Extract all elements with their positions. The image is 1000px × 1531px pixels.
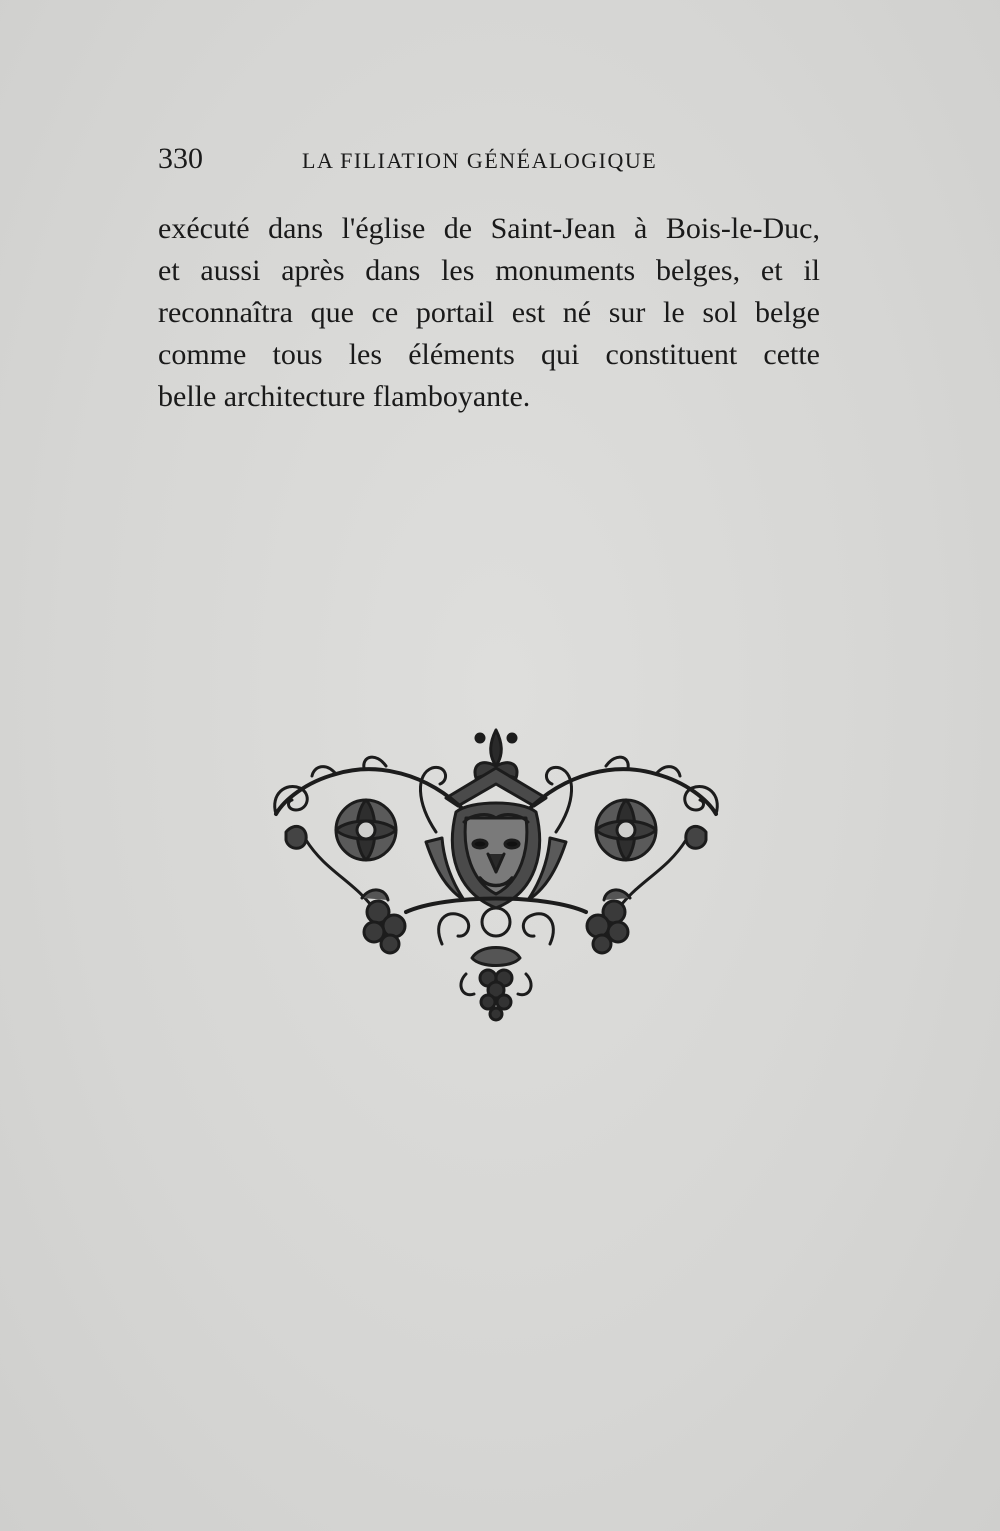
text-line: reconnaîtra que ce portail est né sur le sol belge	[158, 296, 820, 329]
lion-mask-ornament-icon	[266, 722, 726, 1022]
page-number: 330	[158, 142, 203, 175]
running-head: LA FILIATION GÉNÉALOGIQUE	[302, 148, 658, 173]
text-line: et aussi après dans les monuments belges, et il	[158, 254, 820, 287]
text-line: belle architecture flamboyante.	[158, 380, 531, 413]
page-header	[158, 142, 818, 182]
body-paragraph	[158, 208, 820, 418]
text-line: exécuté dans l'église de Saint-Jean à Bois-le-Duc,	[158, 212, 820, 245]
text-line: comme tous les éléments qui constituent cette	[158, 338, 820, 371]
